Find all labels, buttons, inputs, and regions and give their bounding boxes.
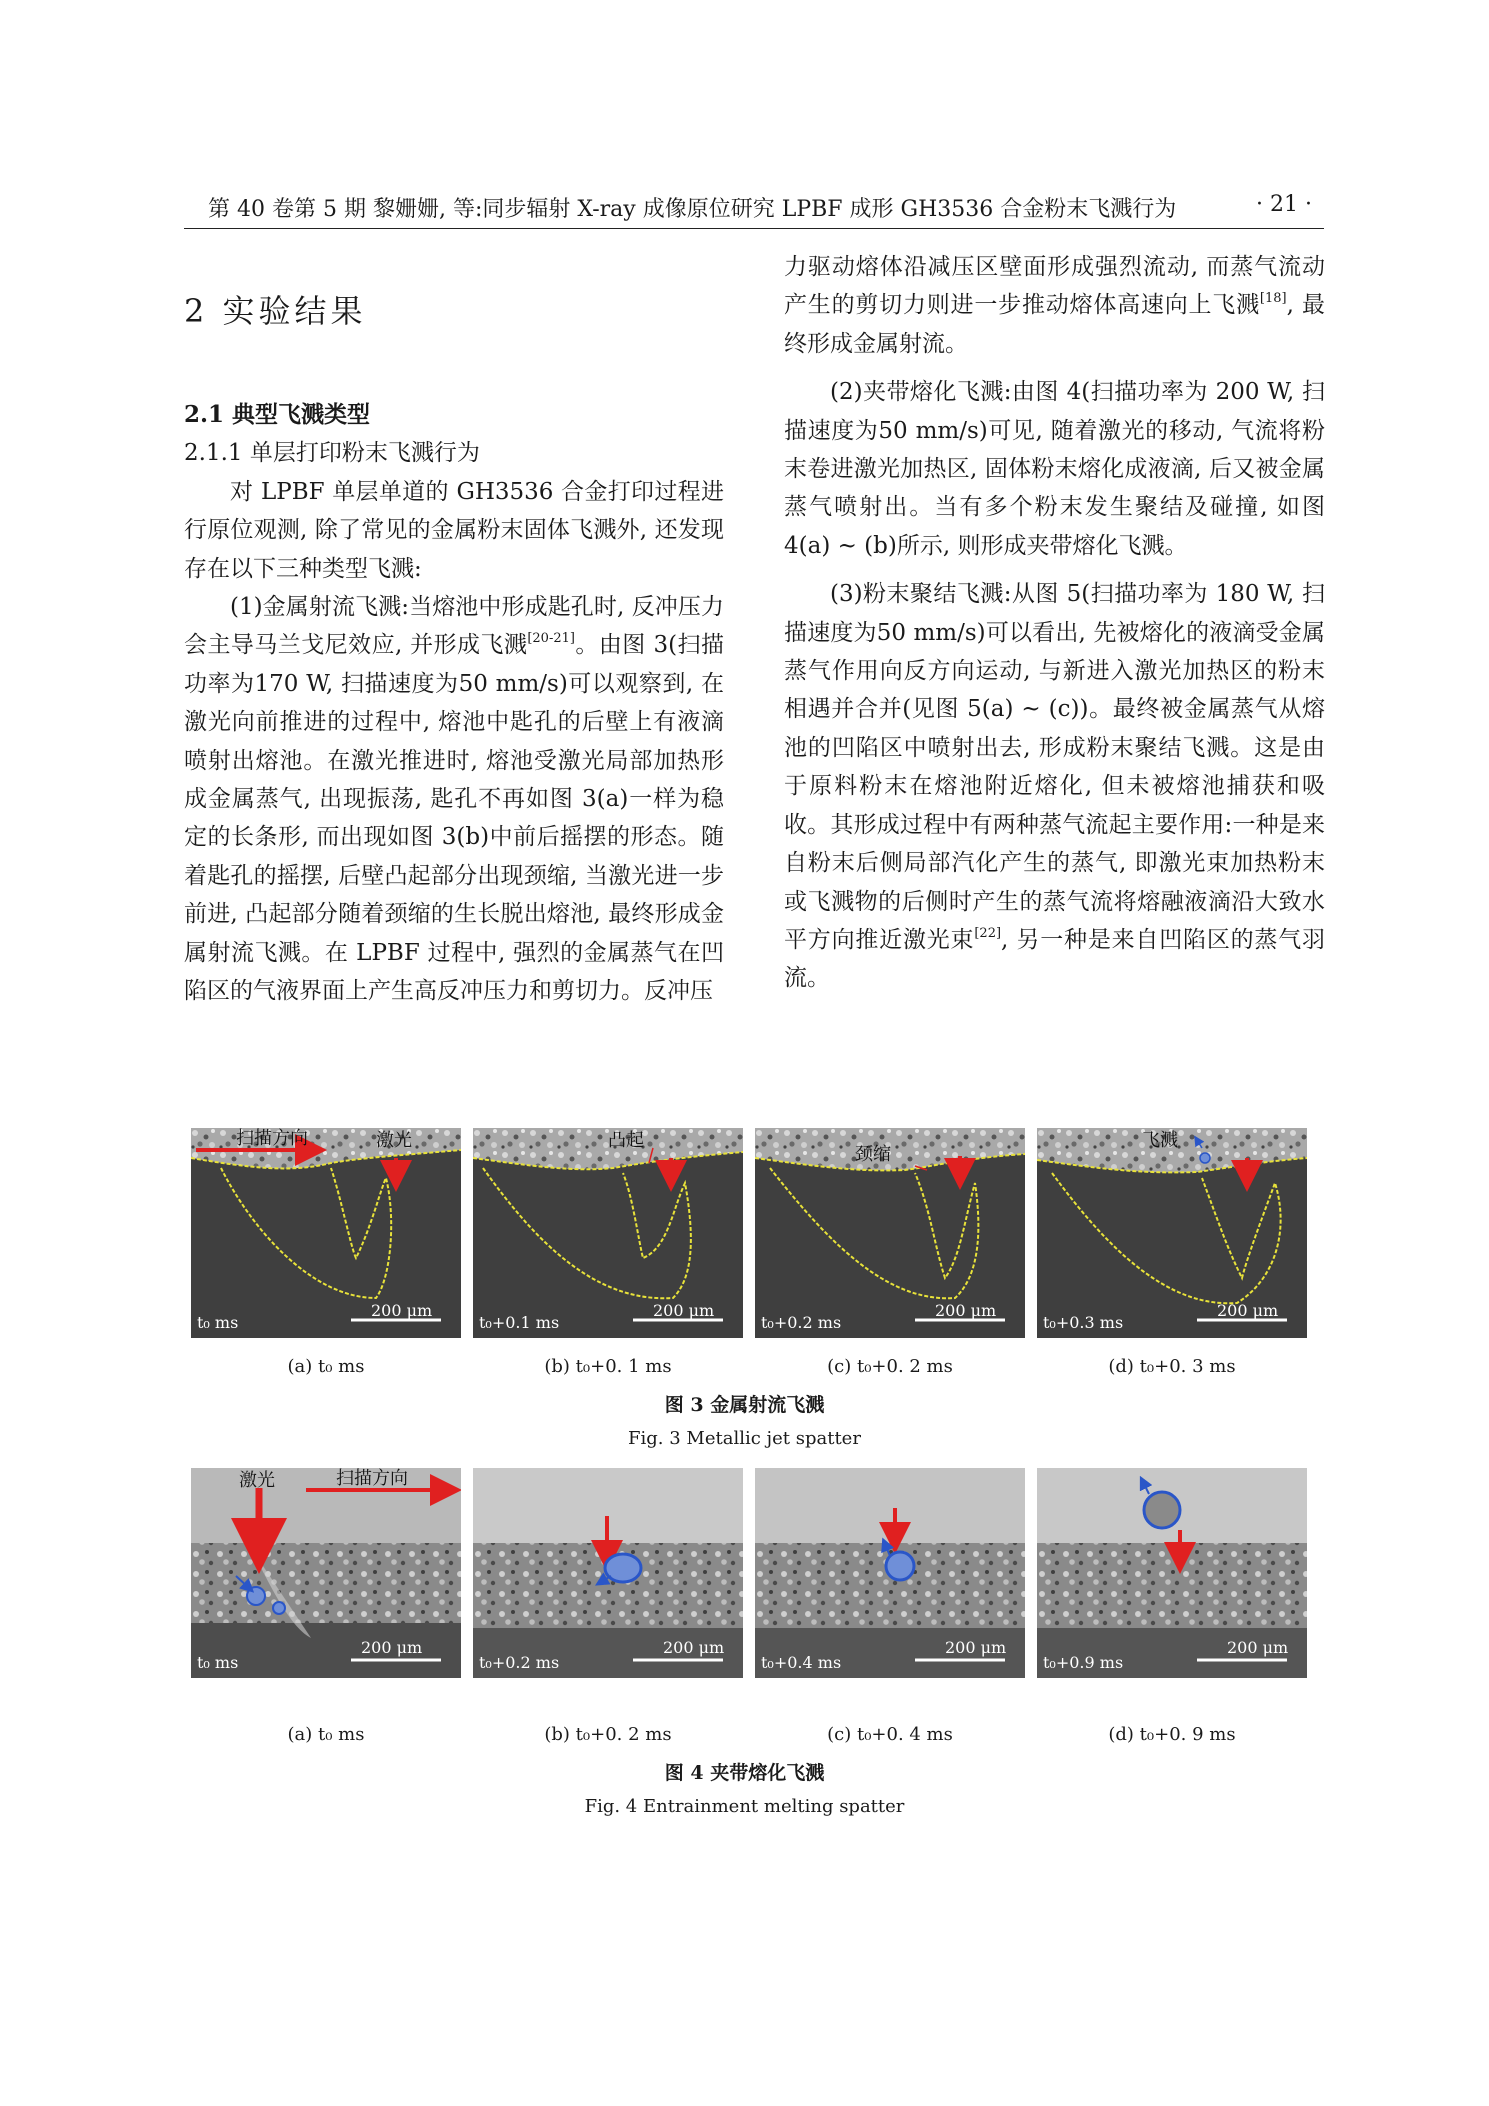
fig4-caption-cn: 图 4 夹带熔化飞溅 bbox=[664, 1762, 825, 1784]
scale-label: 200 μm bbox=[361, 1638, 423, 1657]
citation: [22] bbox=[974, 925, 1002, 941]
left-column bbox=[184, 254, 724, 1011]
particle-marker bbox=[273, 1602, 285, 1614]
paragraph: 力驱动熔体沿减压区壁面形成强烈流动, 而蒸气流动产生的剪切力则进一步推动熔体高速向上飞溅[18], 最终形成金属射流。 bbox=[784, 254, 1326, 357]
fig3-label-a: (a) t₀ ms bbox=[287, 1356, 365, 1377]
scale-label: 200 μm bbox=[935, 1301, 997, 1320]
annotation-necking: 颈缩 bbox=[855, 1144, 891, 1165]
time-label: t₀+0.1 ms bbox=[479, 1313, 560, 1332]
paragraph: (3)粉末聚结飞溅:从图 5(扫描功率为 180 W, 扫描速度为50 mm/s)可以看出, 先被熔化的液滴受金属蒸气作用向反方向运动, 与新进入激光加热区的粉末相遇并合并(见图 5(a) ~ (c))。最终被金属蒸气从熔池的凹陷区中喷射出去, 形成粉末聚结飞溅。这是由于原料粉末在熔池附近熔化, 但未被熔池捕获和吸收。其形成过程中有两种蒸气流起主要作用:一种是来自粉末后侧局部汽化产生的蒸气, 即激光束加热粉末或飞溅物的后侧时产生的蒸气流将熔融液滴沿大致水平方向推近激光束[22], 另一种是来自凹陷区的蒸气羽流。 bbox=[784, 581, 1325, 992]
particle-marker bbox=[1144, 1492, 1180, 1528]
paragraph: 对 LPBF 单层单道的 GH3536 合金打印过程进行原位观测, 除了常见的金属粉末固体飞溅外, 还发现存在以下三种类型飞溅: bbox=[184, 478, 724, 582]
fig4-label-d: (d) t₀+0. 9 ms bbox=[1108, 1724, 1236, 1745]
header-left: 第 40 卷第 5 期 黎姗姗, 等:同步辐射 X-ray 成像原位研究 LPBF 成形 GH3536 合金粉末飞溅行为 bbox=[208, 197, 1177, 222]
time-label: t₀+0.2 ms bbox=[479, 1653, 560, 1672]
fig4-panel-c bbox=[755, 1468, 1025, 1678]
fig3-panel-b bbox=[473, 1128, 743, 1338]
fig3-caption-cn: 图 3 金属射流飞溅 bbox=[664, 1394, 825, 1416]
annotation-bulge: 凸起 bbox=[608, 1130, 644, 1151]
annotation-laser: 激光 bbox=[376, 1130, 412, 1151]
scale-label: 200 μm bbox=[663, 1638, 725, 1657]
right-column bbox=[784, 248, 1325, 998]
scale-label: 200 μm bbox=[945, 1638, 1007, 1657]
particle-marker bbox=[886, 1552, 914, 1580]
particle-marker bbox=[247, 1587, 265, 1605]
subsection-title: 2.1 典型飞溅类型 bbox=[184, 401, 371, 428]
citation: [18] bbox=[1259, 291, 1287, 307]
fig3-label-c: (c) t₀+0. 2 ms bbox=[827, 1356, 953, 1377]
annotation-laser: 激光 bbox=[239, 1470, 275, 1491]
paragraph: (1)金属射流飞溅:当熔池中形成匙孔时, 反冲压力会主导马兰戈尼效应, 并形成飞溅[20-21]。由图 3(扫描功率为170 W, 扫描速度为50 mm/s)可以观察到, 在激光向前推进的过程中, 熔池中匙孔的后壁上有液滴喷射出熔池。在激光推进时, 熔池受激光局部加热形成金属蒸气, 出现振荡, 匙孔不再如图 3(a)一样为稳定的长条形, 而出现如图 3(b)中前后摇摆的形态。随着匙孔的摇摆, 后壁凸起部分出现颈缩, 当激光进一步前进, 凸起部分随着颈缩的生长脱出熔池, 最终形成金属射流飞溅。在 LPBF 过程中, 强烈的金属蒸气在凹陷区的气液界面上产生高反冲压力和剪切力。反冲压 bbox=[184, 594, 724, 1005]
page-number: · 21 · bbox=[1256, 192, 1312, 217]
running-header bbox=[184, 186, 1324, 226]
fig3-label-b: (b) t₀+0. 1 ms bbox=[544, 1356, 672, 1377]
annotation-scan-direction: 扫描方向 bbox=[236, 1128, 308, 1149]
time-label: t₀+0.2 ms bbox=[761, 1313, 842, 1332]
fig4-label-c: (c) t₀+0. 4 ms bbox=[827, 1724, 953, 1745]
section-title: 2 实验结果 bbox=[184, 292, 367, 330]
scale-label: 200 μm bbox=[1227, 1638, 1289, 1657]
fig4-label-b: (b) t₀+0. 2 ms bbox=[544, 1724, 672, 1745]
scale-label: 200 μm bbox=[1217, 1301, 1279, 1320]
time-label: t₀+0.9 ms bbox=[1043, 1653, 1124, 1672]
citation: [20-21] bbox=[527, 631, 575, 647]
header-rule bbox=[184, 228, 1324, 229]
fig4-panel-d bbox=[1037, 1468, 1307, 1678]
fig3-caption-en: Fig. 3 Metallic jet spatter bbox=[628, 1428, 861, 1449]
particle-marker bbox=[605, 1554, 641, 1582]
fig3-label-d: (d) t₀+0. 3 ms bbox=[1108, 1356, 1236, 1377]
time-label: t₀+0.4 ms bbox=[761, 1653, 842, 1672]
time-label: t₀+0.3 ms bbox=[1043, 1313, 1124, 1332]
fig3-panel-a bbox=[191, 1128, 461, 1338]
annotation-spatter: 飞溅 bbox=[1142, 1130, 1178, 1151]
fig3-panel-c bbox=[755, 1128, 1025, 1338]
fig3-panel-d bbox=[1037, 1128, 1307, 1338]
scale-label: 200 μm bbox=[371, 1301, 433, 1320]
scale-label: 200 μm bbox=[653, 1301, 715, 1320]
fig4-panel-a bbox=[191, 1468, 461, 1678]
annotation-scan-direction: 扫描方向 bbox=[336, 1468, 408, 1489]
fig4-caption-en: Fig. 4 Entrainment melting spatter bbox=[584, 1796, 905, 1817]
time-label: t₀ ms bbox=[197, 1653, 239, 1672]
paragraph: (2)夹带熔化飞溅:由图 4(扫描功率为 200 W, 扫描速度为50 mm/s)可见, 随着激光的移动, 气流将粉末卷进激光加热区, 固体粉末熔化成液滴, 后又被金属蒸气喷射出。当有多个粉末发生聚结及碰撞, 如图 4(a) ~ (b)所示, 则形成夹带熔化飞溅。 bbox=[784, 379, 1325, 559]
fig4-panel-b bbox=[473, 1468, 743, 1678]
time-label: t₀ ms bbox=[197, 1313, 239, 1332]
fig4-label-a: (a) t₀ ms bbox=[287, 1724, 365, 1745]
subsubsection-title: 2.1.1 单层打印粉末飞溅行为 bbox=[184, 440, 480, 467]
